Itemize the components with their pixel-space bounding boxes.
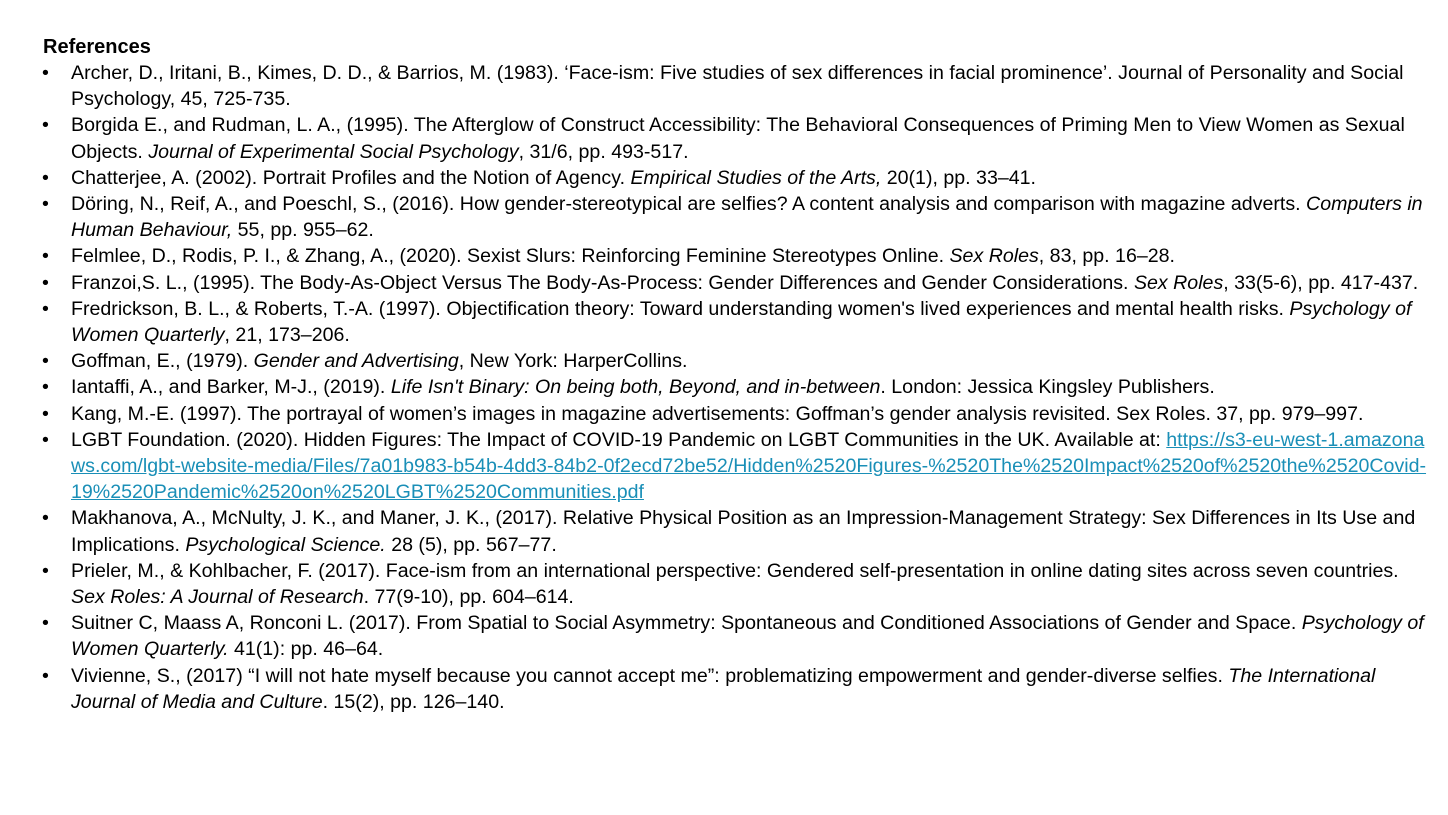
bullet-icon: • [42, 62, 49, 84]
reference-text: , 33(5-6), pp. 417-437. [1223, 271, 1419, 294]
reference-text: Fredrickson, B. L., & Roberts, T.-A. (1997). Objectification theory: Toward understanding women's lived experiences and mental health risks. [71, 297, 1290, 320]
reference-source-title: Sex Roles: A Journal of Research [71, 586, 364, 609]
reference-item [43, 165, 1433, 191]
reference-item [43, 112, 1433, 164]
reference-source-title: Empirical Studies of the Arts, [630, 166, 882, 189]
reference-source-title: Life Isn't Binary: On being both, Beyond, and in-between [390, 376, 881, 399]
bullet-icon: • [42, 559, 49, 582]
bullet-icon: • [42, 297, 49, 320]
reference-item [43, 60, 1433, 112]
reference-text: Kang, M.-E. (1997). The portrayal of women’s images in magazine advertisements: Goffman’s gender analysis revisited. Sex Roles. 37, pp. 979–997. [71, 402, 1364, 425]
reference-item [43, 610, 1433, 662]
reference-item [43, 505, 1433, 557]
bullet-icon: • [42, 350, 49, 373]
reference-item [43, 243, 1433, 269]
reference-item [43, 374, 1433, 400]
reference-text: Suitner C, Maass A, Ronconi L. (2017). From Spatial to Social Asymmetry: Spontaneous and Conditioned Associations of Gender and Space. [71, 612, 1302, 635]
reference-text: , 21, 173–206. [224, 324, 350, 347]
reference-text: Felmlee, D., Rodis, P. I., & Zhang, A., (2020). Sexist Slurs: Reinforcing Feminine Stereotypes Online. [71, 245, 950, 268]
reference-text: Archer, D., Iritani, B., Kimes, D. D., & Barrios, M. (1983). ‘Face-ism: Five studies of sex differences in facial prominence’. Journal of Personality and Social Psychology, 45, 725-735. [71, 62, 1404, 111]
bullet-icon: • [42, 664, 49, 687]
reference-source-title: Journal of Experimental Social Psychology [148, 140, 519, 163]
reference-text: 28 (5), pp. 567–77. [385, 533, 557, 556]
reference-text: Borgida E., and Rudman, L. A., (1995). The Afterglow of Construct Accessibility: The Behavioral Consequences of Priming Men to View Women as Sexual Objects. [71, 114, 1405, 163]
reference-text: , 31/6, pp. 493-517. [518, 140, 689, 163]
reference-source-title: Sex Roles [949, 245, 1039, 268]
reference-text: Prieler, M., & Kohlbacher, F. (2017). Face-ism from an international perspective: Gendered self-presentation in online dating sites across seven countries. [71, 559, 1399, 582]
reference-text: . London: Jessica Kingsley Publishers. [880, 376, 1215, 399]
reference-source-title: Sex Roles [1133, 271, 1224, 294]
reference-text: Iantaffi, A., and Barker, M-J., (2019). [71, 376, 391, 399]
reference-text: , 83, pp. 16–28. [1038, 245, 1175, 268]
reference-source-title: Psychology of Women Quarterly [71, 297, 1412, 347]
reference-text: . 77(9-10), pp. 604–614. [363, 586, 574, 609]
reference-item [43, 558, 1433, 610]
reference-source-title: The International Journal of Media and Culture [71, 664, 1376, 713]
bullet-icon: • [42, 245, 49, 268]
reference-text: Vivienne, S., (2017) “I will not hate myself because you cannot accept me”: problematizing empowerment and gender-diverse selfies. [71, 664, 1229, 687]
reference-text: . 15(2), pp. 126–140. [322, 690, 505, 713]
reference-text: Chatterjee, A. (2002). Portrait Profiles and the Notion of Agency. [71, 166, 631, 189]
reference-text: Makhanova, A., McNulty, J. K., and Maner, J. K., (2017). Relative Physical Position as an Impression-Management Strategy: Sex Differences in Its Use and Implications. [71, 507, 1416, 556]
bullet-icon: • [42, 507, 49, 530]
reference-link[interactable]: https://s3-eu-west-1.amazonaws.com/lgbt-website-media/Files/7a01b983-b54b-4dd3-84b2-0f2ecd72be52/Hidden%2520Figures-%2520The%2520Impact%2520of%2520the%2520Covid-19%2520Pandemic%2520on%2520LGBT%2520Communities.pdf [71, 428, 1427, 504]
reference-text: 55, pp. 955–62. [232, 219, 374, 242]
reference-text: 41(1): pp. 46–64. [228, 638, 384, 661]
bullet-icon: • [42, 166, 49, 189]
bullet-icon: • [42, 114, 49, 137]
reference-item [43, 663, 1433, 715]
references-list [43, 60, 1433, 715]
references-section [43, 34, 1433, 715]
reference-item [43, 427, 1433, 506]
reference-source-title: Psychology of Women Quarterly. [71, 612, 1424, 661]
reference-text: Döring, N., Reif, A., and Poeschl, S., (2016). How gender-stereotypical are selfies? A content analysis and comparison with magazine adverts. [71, 193, 1307, 216]
reference-text: Goffman, E., (1979). [71, 350, 254, 373]
bullet-icon: • [42, 402, 49, 425]
bullet-icon: • [42, 612, 49, 635]
bullet-icon: • [42, 193, 49, 216]
reference-text: LGBT Foundation. (2020). Hidden Figures: The Impact of COVID-19 Pandemic on LGBT Communities in the UK. Available at: [71, 428, 1167, 451]
bullet-icon: • [42, 271, 49, 294]
bullet-icon: • [42, 376, 49, 399]
reference-source-title: Gender and Advertising [253, 350, 459, 373]
reference-item [43, 191, 1433, 243]
reference-item [43, 401, 1433, 427]
reference-text: , New York: HarperCollins. [458, 350, 688, 373]
reference-source-title: Psychological Science. [185, 533, 386, 556]
reference-source-title: Computers in Human Behaviour, [71, 193, 1423, 242]
references-heading: References [43, 36, 151, 58]
reference-text: 20(1), pp. 33–41. [881, 166, 1036, 189]
reference-item [43, 348, 1433, 374]
reference-item [43, 270, 1433, 296]
bullet-icon: • [42, 428, 49, 451]
reference-item [43, 296, 1433, 348]
reference-text: Franzoi,S. L., (1995). The Body-As-Object Versus The Body-As-Process: Gender Differences and Gender Considerations. [71, 271, 1134, 294]
